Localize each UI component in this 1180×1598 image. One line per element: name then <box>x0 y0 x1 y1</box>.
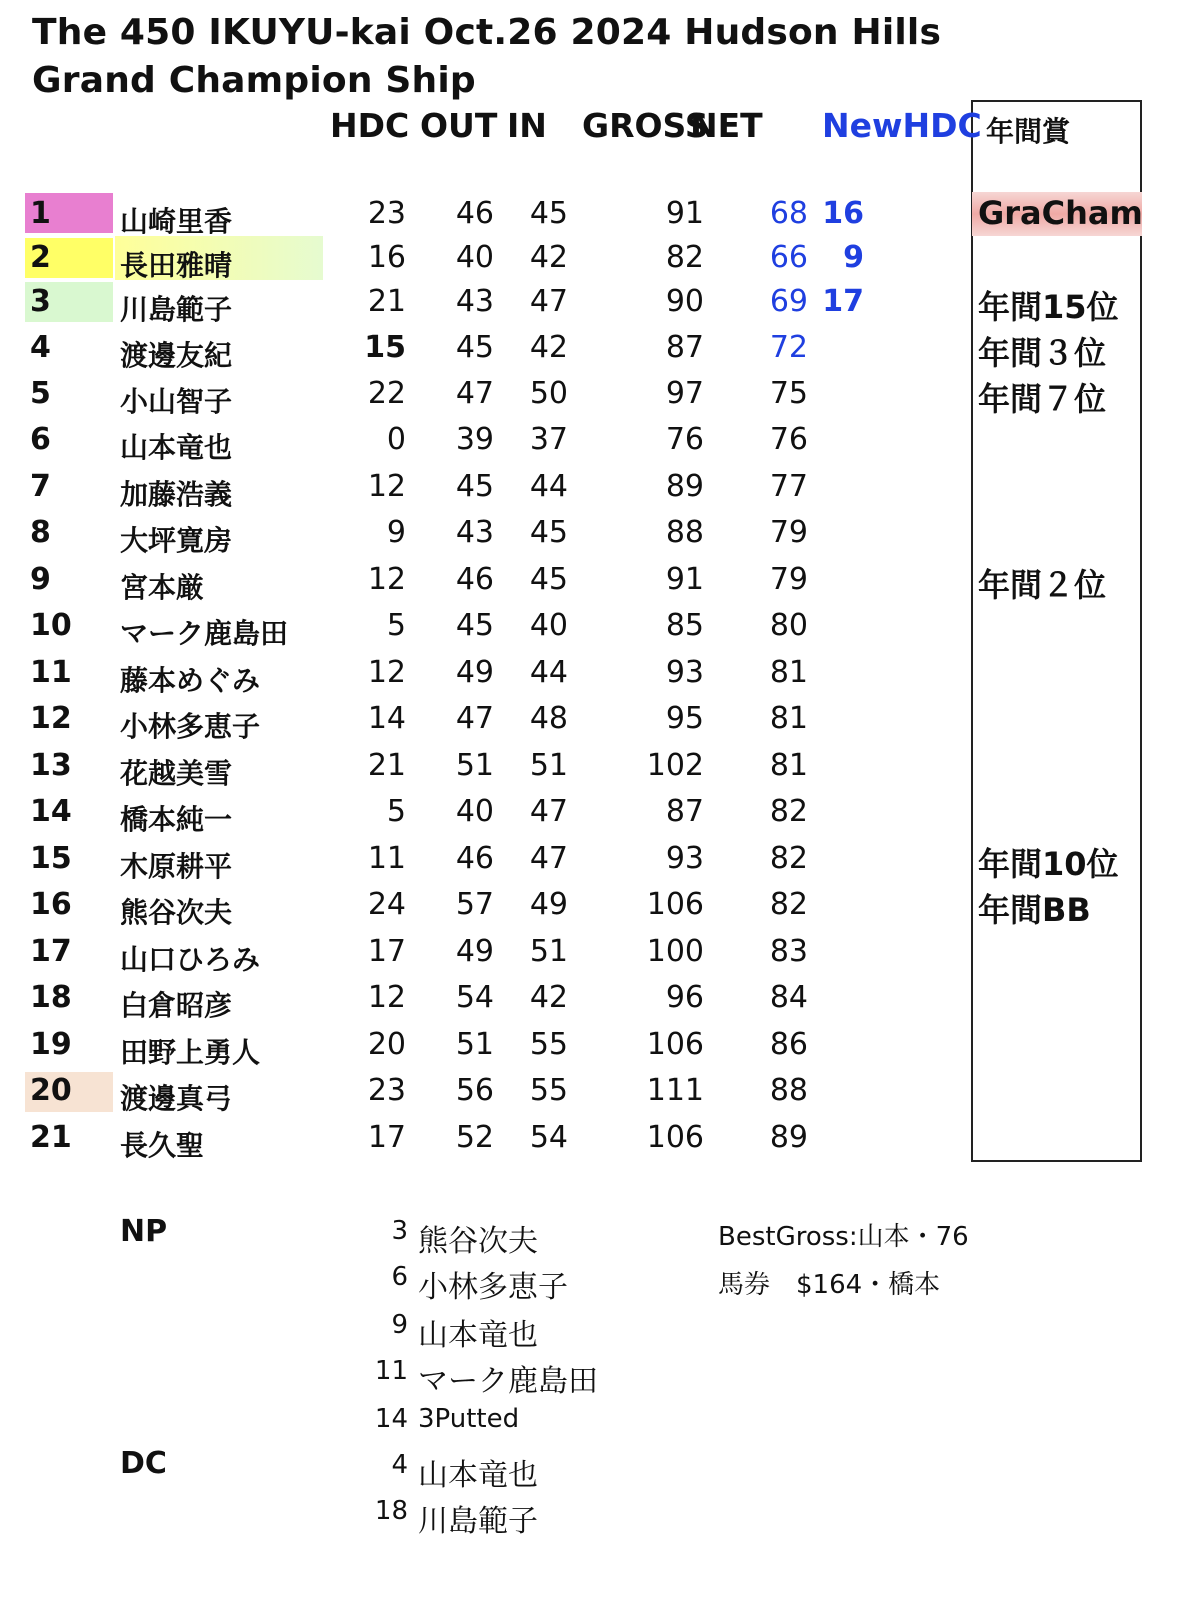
rank-cell: 7 <box>30 469 51 504</box>
np-label: NP <box>120 1214 168 1249</box>
gross-cell: 88 <box>665 515 704 550</box>
rank-cell: 5 <box>30 376 51 411</box>
annual-award-box <box>971 100 1142 1162</box>
player-name: 川島範子 <box>120 293 233 326</box>
in-cell: 42 <box>529 980 568 1015</box>
out-cell: 40 <box>455 240 494 275</box>
player-name: 山本竜也 <box>120 431 233 464</box>
rank-cell: 20 <box>30 1073 72 1108</box>
rank-cell: 14 <box>30 794 72 829</box>
gross-cell: 106 <box>646 1120 704 1155</box>
annual-award-cell: 年間７位 <box>978 380 1107 418</box>
out-cell: 46 <box>455 841 494 876</box>
in-cell: 40 <box>529 608 568 643</box>
annual-award-cell: GraCham <box>978 194 1143 232</box>
net-cell: 82 <box>769 841 808 876</box>
gross-cell: 87 <box>665 794 704 829</box>
header-newhdc: NewHDC <box>822 106 982 145</box>
annual-award-header: 年間賞 <box>986 115 1071 148</box>
player-name: 山口ひろみ <box>120 943 261 976</box>
player-name: 渡邊真弓 <box>120 1082 233 1115</box>
hdc-cell: 17 <box>367 1120 406 1155</box>
gross-cell: 106 <box>646 1027 704 1062</box>
in-cell: 45 <box>529 196 568 231</box>
annual-award-cell: 年間３位 <box>978 334 1107 372</box>
out-cell: 43 <box>455 515 494 550</box>
player-name: 小山智子 <box>120 385 233 418</box>
rank-cell: 4 <box>30 330 51 365</box>
np-hole: 9 <box>391 1310 408 1340</box>
in-cell: 54 <box>529 1120 568 1155</box>
net-cell: 82 <box>769 794 808 829</box>
gross-cell: 91 <box>665 196 704 231</box>
net-cell: 77 <box>769 469 808 504</box>
dc-name: 山本竜也 <box>418 1458 538 1493</box>
annual-award-cell: 年間２位 <box>978 566 1107 604</box>
gross-cell: 96 <box>665 980 704 1015</box>
gross-cell: 97 <box>665 376 704 411</box>
np-name: マーク鹿島田 <box>418 1364 598 1399</box>
header-gross: GROSS <box>582 106 709 145</box>
net-cell: 81 <box>769 655 808 690</box>
hdc-cell: 17 <box>367 934 406 969</box>
header-in: IN <box>507 106 547 145</box>
player-name: 大坪寛房 <box>120 524 233 557</box>
out-cell: 57 <box>455 887 494 922</box>
net-cell: 88 <box>769 1073 808 1108</box>
hdc-cell: 21 <box>367 284 406 319</box>
out-cell: 51 <box>455 1027 494 1062</box>
hdc-cell: 12 <box>367 980 406 1015</box>
newhdc-cell: 9 <box>843 240 864 275</box>
gross-cell: 82 <box>665 240 704 275</box>
in-cell: 51 <box>529 934 568 969</box>
player-name: 加藤浩義 <box>120 478 233 511</box>
gross-cell: 95 <box>665 701 704 736</box>
gross-cell: 85 <box>665 608 704 643</box>
rank-cell: 10 <box>30 608 72 643</box>
net-cell: 79 <box>769 515 808 550</box>
net-cell: 80 <box>769 608 808 643</box>
annual-award-cell: 年間15位 <box>978 288 1119 326</box>
player-name: 橋本純一 <box>120 803 233 836</box>
net-cell: 69 <box>769 284 808 319</box>
out-cell: 49 <box>455 655 494 690</box>
np-name: 小林多恵子 <box>418 1270 568 1305</box>
hdc-cell: 0 <box>386 422 406 457</box>
net-cell: 89 <box>769 1120 808 1155</box>
page-subtitle: Grand Champion Ship <box>32 60 476 101</box>
hdc-cell: 12 <box>367 562 406 597</box>
player-name: 花越美雪 <box>120 757 233 790</box>
player-name: 木原耕平 <box>120 850 233 883</box>
hdc-cell: 9 <box>386 515 406 550</box>
rank-cell: 15 <box>30 841 72 876</box>
header-out: OUT <box>420 106 498 145</box>
gross-cell: 87 <box>665 330 704 365</box>
gross-cell: 106 <box>646 887 704 922</box>
hdc-cell: 12 <box>367 655 406 690</box>
out-cell: 46 <box>455 562 494 597</box>
out-cell: 43 <box>455 284 494 319</box>
out-cell: 46 <box>455 196 494 231</box>
rank-cell: 3 <box>30 284 51 319</box>
hdc-cell: 22 <box>367 376 406 411</box>
player-name: 長田雅晴 <box>120 249 233 282</box>
player-name: 宮本厳 <box>120 571 205 604</box>
out-cell: 51 <box>455 748 494 783</box>
hdc-cell: 15 <box>364 330 406 365</box>
rank-cell: 1 <box>30 196 51 231</box>
hdc-cell: 12 <box>367 469 406 504</box>
hdc-cell: 16 <box>367 240 406 275</box>
header-net: NET <box>690 106 763 145</box>
player-name: 熊谷次夫 <box>120 896 233 929</box>
hdc-cell: 14 <box>367 701 406 736</box>
gross-cell: 89 <box>665 469 704 504</box>
np-hole: 6 <box>391 1262 408 1292</box>
net-cell: 72 <box>769 330 808 365</box>
in-cell: 50 <box>529 376 568 411</box>
net-cell: 66 <box>769 240 808 275</box>
np-hole: 11 <box>374 1356 408 1386</box>
player-name: 白倉昭彦 <box>120 989 233 1022</box>
in-cell: 49 <box>529 887 568 922</box>
net-cell: 68 <box>769 196 808 231</box>
out-cell: 39 <box>455 422 494 457</box>
header-hdc: HDC <box>330 106 410 145</box>
rank-cell: 8 <box>30 515 51 550</box>
net-cell: 75 <box>769 376 808 411</box>
rank-cell: 6 <box>30 422 51 457</box>
rank-cell: 12 <box>30 701 72 736</box>
rank-cell: 17 <box>30 934 72 969</box>
hdc-cell: 5 <box>386 794 406 829</box>
rank-cell: 11 <box>30 655 72 690</box>
in-cell: 42 <box>529 330 568 365</box>
np-hole: 14 <box>374 1404 408 1434</box>
dc-name: 川島範子 <box>418 1504 538 1539</box>
in-cell: 55 <box>529 1027 568 1062</box>
np-name: 熊谷次夫 <box>418 1224 538 1259</box>
net-cell: 81 <box>769 701 808 736</box>
gross-cell: 93 <box>665 655 704 690</box>
player-name: 田野上勇人 <box>120 1036 261 1069</box>
rank-cell: 16 <box>30 887 72 922</box>
rank-cell: 21 <box>30 1120 72 1155</box>
net-cell: 82 <box>769 887 808 922</box>
gross-cell: 93 <box>665 841 704 876</box>
out-cell: 45 <box>455 469 494 504</box>
in-cell: 37 <box>529 422 568 457</box>
newhdc-cell: 17 <box>822 284 864 319</box>
in-cell: 42 <box>529 240 568 275</box>
np-name: 3Putted <box>418 1404 520 1434</box>
net-cell: 84 <box>769 980 808 1015</box>
hdc-cell: 20 <box>367 1027 406 1062</box>
gross-cell: 111 <box>646 1073 704 1108</box>
in-cell: 47 <box>529 841 568 876</box>
gross-cell: 90 <box>665 284 704 319</box>
annual-award-cell: 年間BB <box>978 891 1091 929</box>
in-cell: 44 <box>529 655 568 690</box>
out-cell: 47 <box>455 376 494 411</box>
player-name: 藤本めぐみ <box>120 664 261 697</box>
in-cell: 47 <box>529 794 568 829</box>
player-name: 山崎里香 <box>120 205 233 238</box>
in-cell: 48 <box>529 701 568 736</box>
net-cell: 76 <box>769 422 808 457</box>
hdc-cell: 11 <box>367 841 406 876</box>
hdc-cell: 23 <box>367 1073 406 1108</box>
np-hole: 3 <box>391 1216 408 1246</box>
np-name: 山本竜也 <box>418 1318 538 1353</box>
in-cell: 44 <box>529 469 568 504</box>
out-cell: 54 <box>455 980 494 1015</box>
newhdc-cell: 16 <box>822 196 864 231</box>
hdc-cell: 21 <box>367 748 406 783</box>
in-cell: 45 <box>529 562 568 597</box>
out-cell: 56 <box>455 1073 494 1108</box>
page-title: The 450 IKUYU-kai Oct.26 2024 Hudson Hills <box>32 12 942 53</box>
net-cell: 83 <box>769 934 808 969</box>
dc-hole: 18 <box>374 1496 408 1526</box>
out-cell: 49 <box>455 934 494 969</box>
best-gross-note: BestGross:山本・76 <box>718 1222 969 1252</box>
rank-cell: 13 <box>30 748 72 783</box>
dc-label: DC <box>120 1446 167 1481</box>
in-cell: 45 <box>529 515 568 550</box>
player-name: 小林多恵子 <box>120 710 261 743</box>
net-cell: 81 <box>769 748 808 783</box>
hdc-cell: 5 <box>386 608 406 643</box>
rank-cell: 18 <box>30 980 72 1015</box>
net-cell: 86 <box>769 1027 808 1062</box>
player-name: 長久聖 <box>120 1129 205 1162</box>
gross-cell: 91 <box>665 562 704 597</box>
rank-cell: 9 <box>30 562 51 597</box>
gross-cell: 76 <box>665 422 704 457</box>
rank-cell: 2 <box>30 240 51 275</box>
in-cell: 55 <box>529 1073 568 1108</box>
dc-hole: 4 <box>391 1450 408 1480</box>
gross-cell: 100 <box>646 934 704 969</box>
gross-cell: 102 <box>646 748 704 783</box>
rank-cell: 19 <box>30 1027 72 1062</box>
in-cell: 51 <box>529 748 568 783</box>
net-cell: 79 <box>769 562 808 597</box>
out-cell: 40 <box>455 794 494 829</box>
in-cell: 47 <box>529 284 568 319</box>
annual-award-cell: 年間10位 <box>978 845 1119 883</box>
hdc-cell: 23 <box>367 196 406 231</box>
player-name: 渡邊友紀 <box>120 339 233 372</box>
out-cell: 47 <box>455 701 494 736</box>
hdc-cell: 24 <box>367 887 406 922</box>
out-cell: 45 <box>455 330 494 365</box>
baken-note: 馬券 $164・橋本 <box>718 1270 941 1300</box>
out-cell: 45 <box>455 608 494 643</box>
player-name: マーク鹿島田 <box>120 617 289 650</box>
out-cell: 52 <box>455 1120 494 1155</box>
